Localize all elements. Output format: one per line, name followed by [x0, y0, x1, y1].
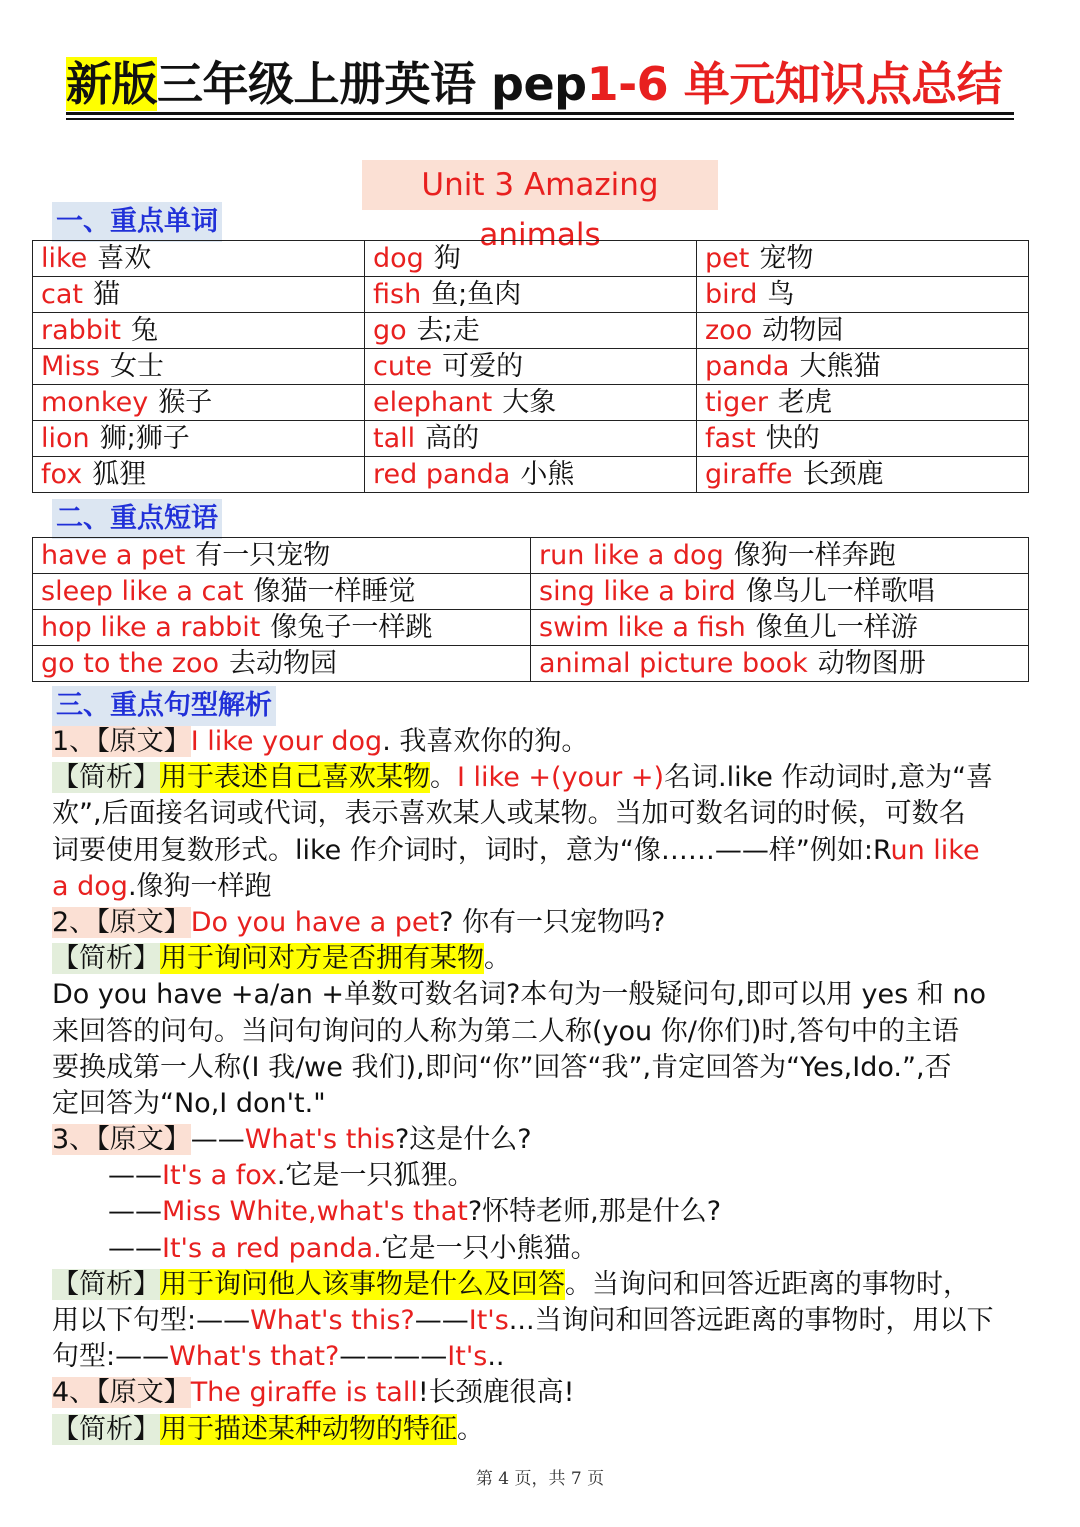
chinese-meaning: 像狗一样奔跑	[733, 540, 896, 571]
english-term: panda	[705, 351, 790, 382]
chinese-meaning: 大熊猫	[799, 351, 881, 382]
chinese-meaning: 老虎	[777, 387, 832, 418]
english-term: rabbit	[41, 315, 122, 346]
table-cell	[531, 610, 1029, 646]
table-cell	[33, 313, 365, 349]
chinese-meaning: 有一只宠物	[195, 540, 331, 571]
english-term: run like a dog	[539, 540, 724, 571]
dialogue-line-3	[52, 1231, 1030, 1267]
analysis-highlight: 用于表述自己喜欢某物	[160, 762, 430, 794]
english-term: tiger	[705, 387, 768, 418]
dialogue-dash: ——	[190, 1124, 245, 1156]
chinese-meaning: 像兔子一样跳	[270, 612, 433, 643]
table-cell	[697, 349, 1029, 385]
analysis-3-line-2	[52, 1303, 1030, 1339]
english-term: hop like a rabbit	[41, 612, 261, 643]
analysis-highlight: 用于询问对方是否拥有某物	[160, 943, 484, 975]
english-term: cat	[41, 279, 83, 310]
chinese-meaning: 去;走	[416, 315, 480, 346]
table-row	[33, 538, 1029, 574]
sentence-3	[52, 1122, 1030, 1158]
chinese-meaning: 兔	[131, 315, 159, 346]
table-cell	[697, 421, 1029, 457]
sentence-analysis	[52, 724, 1030, 1448]
table-row	[33, 574, 1029, 610]
english-term: like	[41, 243, 88, 274]
analysis-example: a dog	[52, 870, 128, 902]
dialogue-dash: ——	[108, 1232, 162, 1264]
analysis-example: It's	[468, 1305, 509, 1336]
dialogue-dash: ——	[108, 1160, 162, 1192]
analysis-text: 。	[430, 762, 457, 794]
original-tag: 【原文】	[96, 726, 191, 757]
sentence-chinese: ?这是什么?	[394, 1124, 532, 1156]
sentence-number: 3、	[52, 1124, 97, 1156]
chinese-meaning: 长颈鹿	[802, 459, 884, 490]
english-term: zoo	[705, 315, 753, 346]
analysis-text: 名词.like 作动词时,意为“喜	[664, 762, 994, 794]
analysis-1-line-3	[52, 833, 1030, 869]
sentence-english: The giraffe is tall	[190, 1377, 418, 1409]
analysis-2-line-4: 要换成第一人称(I 我/we 我们),即问“你”回答“我”,肯定回答为“Yes,Ido.”,否	[52, 1051, 952, 1083]
english-term: go	[373, 315, 407, 346]
english-term: sleep like a cat	[41, 576, 244, 607]
sentence-chinese: ? 你有一只宠物吗?	[439, 906, 666, 938]
chinese-meaning: 大象	[502, 387, 557, 418]
table-cell	[33, 349, 365, 385]
analysis-tag: 【简析】	[52, 1268, 160, 1300]
table-cell	[531, 646, 1029, 682]
chinese-meaning: 小熊	[520, 459, 575, 490]
analysis-highlight: 用于询问他人该事物是什么及回答	[160, 1268, 565, 1300]
original-tag: 【原文】	[96, 1124, 191, 1156]
chinese-meaning: 像猫一样睡觉	[253, 576, 416, 607]
phrases-table	[32, 537, 1029, 682]
table-cell	[365, 277, 697, 313]
analysis-pattern: I like +(your +)	[457, 762, 665, 794]
table-cell	[365, 349, 697, 385]
title-suffix: 1-6 单元知识点总结	[586, 57, 1003, 111]
analysis-2-line-3: 来回答的问句。当问句询问的人称为第二人称(you 你/你们)时,答句中的主语	[52, 1015, 959, 1047]
analysis-text: 。	[484, 943, 511, 975]
table-cell	[33, 610, 531, 646]
chinese-meaning: 喜欢	[97, 243, 152, 274]
english-term: sing like a bird	[539, 576, 736, 607]
table-cell	[33, 574, 531, 610]
dialogue-dash: ————	[339, 1341, 448, 1373]
analysis-text: 句型:——	[52, 1341, 170, 1373]
english-term: dog	[373, 243, 424, 274]
table-row	[33, 421, 1029, 457]
chinese-meaning: 像鸟儿一样歌唱	[745, 576, 935, 607]
english-term: cute	[373, 351, 433, 382]
unit-title: Unit 3 Amazing animals	[362, 160, 718, 210]
analysis-highlight: 用于描述某种动物的特征	[160, 1413, 457, 1445]
table-cell	[697, 385, 1029, 421]
table-cell	[33, 457, 365, 493]
chinese-meaning: 狐狸	[92, 459, 147, 490]
chinese-meaning: 高的	[425, 423, 480, 454]
table-row	[33, 646, 1029, 682]
english-term: red panda	[373, 459, 511, 490]
table-row	[33, 385, 1029, 421]
table-cell	[365, 385, 697, 421]
chinese-meaning: 鸟	[767, 279, 795, 310]
sentence-4	[52, 1375, 1030, 1411]
english-term: go to the zoo	[41, 648, 220, 679]
dialogue-line-1	[52, 1158, 1030, 1194]
english-term: fast	[705, 423, 756, 454]
english-term: pet	[705, 243, 750, 274]
original-tag: 【原文】	[96, 1377, 191, 1409]
table-row	[33, 277, 1029, 313]
english-term: Miss	[41, 351, 100, 382]
analysis-1-line-1	[52, 760, 1030, 796]
analysis-text: 。当询问和回答近距离的事物时，	[565, 1268, 970, 1300]
table-cell	[531, 538, 1029, 574]
analysis-2-line-5: 定回答为“No,I don't."	[52, 1087, 326, 1119]
sentence-chinese: !长颈鹿很高!	[417, 1377, 575, 1409]
table-cell	[365, 241, 697, 277]
table-row	[33, 349, 1029, 385]
table-cell	[365, 421, 697, 457]
sentence-english: Do you have a pet	[190, 906, 440, 938]
analysis-tag: 【简析】	[52, 943, 160, 975]
chinese-meaning: 动物园	[762, 315, 844, 346]
analysis-4-line-1	[52, 1412, 1030, 1448]
table-row	[33, 241, 1029, 277]
sentence-1	[52, 724, 1030, 760]
chinese-meaning: 猴子	[158, 387, 213, 418]
page-footer: 第 4 页，共 7 页	[475, 1469, 605, 1489]
english-term: bird	[705, 279, 758, 310]
sentence-chinese: . 我喜欢你的狗。	[382, 726, 589, 757]
table-cell	[33, 241, 365, 277]
chinese-meaning: 动物图册	[817, 648, 926, 679]
table-cell	[697, 313, 1029, 349]
english-term: tall	[373, 423, 416, 454]
english-term: animal picture book	[539, 648, 808, 679]
chinese-meaning: 狮;狮子	[99, 423, 190, 454]
sentence-number: 1、	[52, 726, 97, 757]
analysis-3-line-3	[52, 1339, 1030, 1375]
analysis-1-line-2: 欢”,后面接名词或代词，表示喜欢某人或某物。当加可数名词的时候，可数名	[52, 798, 966, 830]
dialogue-dash: ——	[108, 1196, 162, 1228]
table-cell	[33, 421, 365, 457]
analysis-text: 。	[457, 1413, 484, 1445]
analysis-example: What's that?	[169, 1341, 340, 1373]
chinese-meaning: 狗	[433, 243, 461, 274]
page-title	[66, 52, 1014, 116]
original-tag: 【原文】	[96, 906, 191, 938]
english-term: monkey	[41, 387, 149, 418]
table-cell	[365, 457, 697, 493]
analysis-3-line-1	[52, 1267, 1030, 1303]
table-cell	[33, 277, 365, 313]
english-term: giraffe	[705, 459, 793, 490]
table-cell	[697, 457, 1029, 493]
table-cell	[33, 538, 531, 574]
analysis-example: What's this?	[250, 1305, 415, 1336]
section-heading-sentences: 三、重点句型解析	[52, 686, 276, 726]
title-prefix: 新版	[66, 57, 157, 111]
dialogue-chinese: .它是一只狐狸。	[276, 1160, 475, 1192]
english-term: swim like a fish	[539, 612, 746, 643]
words-table	[32, 240, 1029, 493]
analysis-text: ...当询问和回答远距离的事物时，用以下	[508, 1305, 994, 1336]
dialogue-english: It's a red panda.	[162, 1232, 382, 1264]
chinese-meaning: 可爱的	[442, 351, 524, 382]
chinese-meaning: 鱼;鱼肉	[431, 279, 522, 310]
english-term: elephant	[373, 387, 493, 418]
table-cell	[531, 574, 1029, 610]
analysis-tag: 【简析】	[52, 762, 160, 794]
table-cell	[697, 277, 1029, 313]
table-row	[33, 313, 1029, 349]
table-row	[33, 457, 1029, 493]
title-underline-2	[66, 118, 1014, 120]
chinese-meaning: 像鱼儿一样游	[755, 612, 918, 643]
chinese-meaning: 猫	[92, 279, 120, 310]
table-cell	[365, 313, 697, 349]
table-cell	[33, 646, 531, 682]
chinese-meaning: 宠物	[759, 243, 814, 274]
analysis-tag: 【简析】	[52, 1413, 160, 1445]
dialogue-english: It's a fox	[162, 1160, 277, 1192]
table-cell	[697, 241, 1029, 277]
analysis-example: It's	[447, 1341, 488, 1373]
analysis-1-line-4	[52, 869, 1030, 905]
analysis-2-line-1	[52, 941, 1030, 977]
english-term: fox	[41, 459, 83, 490]
analysis-text: ..	[487, 1341, 505, 1373]
dialogue-chinese: ?怀特老师,那是什么?	[467, 1196, 722, 1228]
english-term: have a pet	[41, 540, 186, 571]
dialogue-english: Miss White,what's that	[162, 1196, 468, 1228]
analysis-text: 词要使用复数形式。like 作介词时，词时，意为“像……——样”例如:R	[52, 834, 891, 866]
analysis-text: .像狗一样跑	[127, 870, 272, 902]
sentence-english: What's this	[244, 1124, 395, 1156]
title-middle: 三年级上册英语 pep	[157, 57, 587, 111]
sentence-english: I like your dog	[190, 726, 383, 757]
table-row	[33, 610, 1029, 646]
sentence-number: 2、	[52, 906, 97, 938]
table-cell	[33, 385, 365, 421]
section-heading-words: 一、重点单词	[52, 202, 222, 242]
chinese-meaning: 去动物园	[229, 648, 338, 679]
english-term: lion	[41, 423, 90, 454]
chinese-meaning: 女士	[109, 351, 164, 382]
dialogue-line-2	[52, 1194, 1030, 1230]
english-term: fish	[373, 279, 422, 310]
chinese-meaning: 快的	[765, 423, 820, 454]
section-heading-phrases: 二、重点短语	[52, 499, 222, 539]
dialogue-chinese: 它是一只小熊猫。	[381, 1232, 598, 1264]
analysis-text: 用以下句型:——	[52, 1305, 251, 1336]
analysis-2-line-2: Do you have +a/an +单数可数名词?本句为一般疑问句,即可以用 yes 和 no	[52, 979, 986, 1011]
title-underline	[66, 112, 1014, 115]
analysis-example: un like	[890, 834, 980, 866]
dialogue-dash: ——	[414, 1305, 469, 1336]
sentence-number: 4、	[52, 1377, 97, 1409]
sentence-2	[52, 905, 1030, 941]
